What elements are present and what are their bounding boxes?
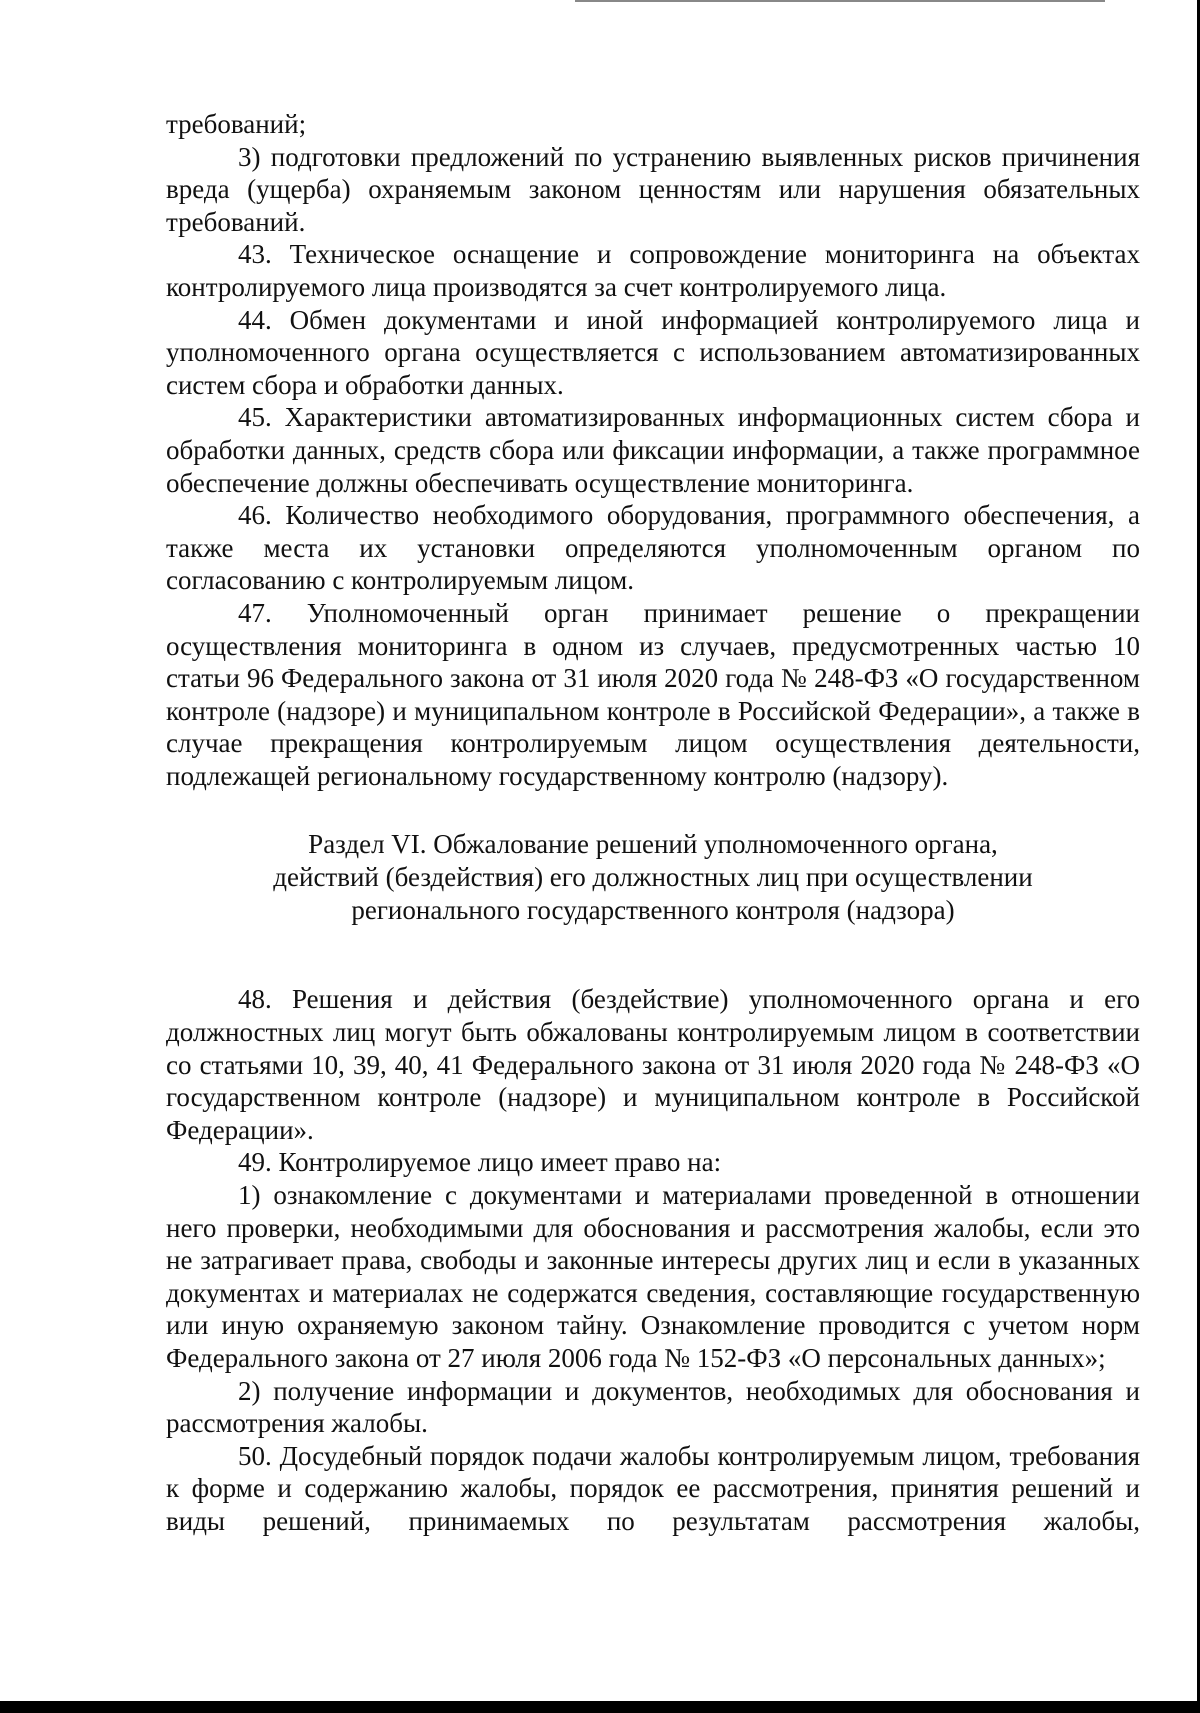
paragraph: 46. Количество необходимого оборудования, программного обеспечения, а также места их установки определяются уполномоченным органом по согласованию с контролируемым лицом. [166, 500, 1140, 596]
paragraph: 48. Решения и действия (бездействие) уполномоченного органа и его должностных лиц могут быть обжалованы контролируемым лицом в соответствии со статьями 10, 39, 40, 41 Федерального закона от 31 июля 2020 года № 248-ФЗ «О государственном контроле (надзоре) и муниципальном контроле в Российской Федерации». [166, 984, 1140, 1145]
paragraph: 50. Досудебный порядок подачи жалобы контролируемым лицом, требования к форме и содержанию жалобы, порядок ее рассмотрения, принятия решений и виды решений, принимаемых по результатам рассмотрения жалобы, [166, 1440, 1140, 1536]
section-title-line-2: действий (бездействия) его должностных лиц при осуществлении [273, 862, 1033, 893]
paragraph: 43. Техническое оснащение и сопровождение мониторинга на объектах контролируемого лица производятся за счет контролируемого лица. [166, 239, 1140, 302]
spacer [166, 963, 1140, 983]
document-body [166, 108, 1140, 1538]
paragraph: требований; [166, 109, 307, 139]
scan-artifact-top-line [575, 0, 1105, 2]
paragraph: 49. Контролируемое лицо имеет право на: [238, 1147, 722, 1178]
scan-edge-bottom [0, 1701, 1200, 1713]
section-title-line-1: Раздел VI. Обжалование решений уполномоченного органа, [308, 829, 998, 860]
paragraphs-before-section [166, 108, 1140, 792]
paragraph: 47. Уполномоченный орган принимает решение о прекращении осуществления мониторинга в одном из случаев, предусмотренных частью 10 статьи 96 Федерального закона от 31 июля 2020 года № 248-ФЗ «О государственном контроле (надзоре) и муниципальном контроле в Российской Федерации», а также в случае прекращения контролируемым лицом осуществления деятельности, подлежащей региональному государственному контролю (надзору). [166, 597, 1140, 791]
section-title [166, 828, 1140, 927]
paragraphs-after-section [166, 983, 1140, 1537]
paragraph: 44. Обмен документами и иной информацией контролируемого лица и уполномоченного органа осуществляется с использованием автоматизированных систем сбора и обработки данных. [166, 304, 1140, 400]
paragraph: 1) ознакомление с документами и материалами проведенной в отношении него проверки, необходимыми для обоснования и рассмотрения жалобы, если это не затрагивает права, свободы и законные интересы других лиц и если в указанных документах и материалах не содержатся сведения, составляющие государственную или иную охраняемую законом тайну. Ознакомление проводится с учетом норм Федерального закона от 27 июля 2006 года № 152-ФЗ «О персональных данных»; [166, 1180, 1140, 1373]
paragraph: 45. Характеристики автоматизированных информационных систем сбора и обработки данных, средств сбора или фиксации информации, а также программное обеспечение должны обеспечивать осуществление мониторинга. [166, 402, 1140, 498]
section-title-line-3: регионального государственного контроля (надзора) [351, 895, 955, 926]
paragraph: 2) получение информации и документов, необходимых для обоснования и рассмотрения жалобы. [166, 1375, 1140, 1439]
paragraph: 3) подготовки предложений по устранению выявленных рисков причинения вреда (ущерба) охраняемым законом ценностям или нарушения обязательных требований. [166, 141, 1140, 237]
